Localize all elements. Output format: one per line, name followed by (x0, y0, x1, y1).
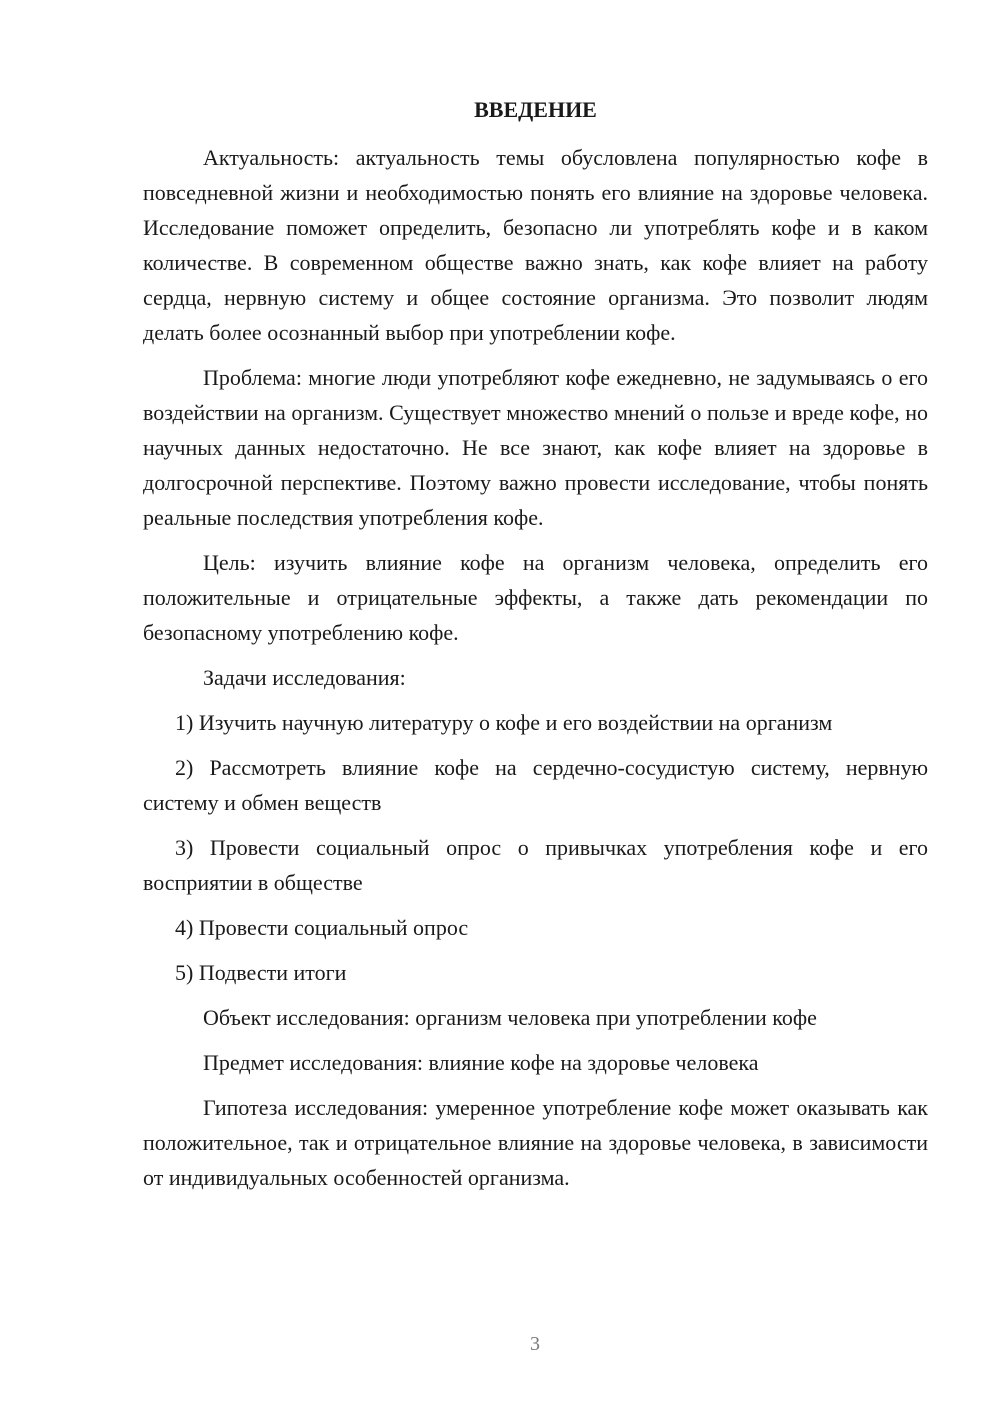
document-page (143, 92, 928, 1195)
page-number: 3 (530, 1333, 540, 1355)
hypothesis-paragraph: Гипотеза исследования: умеренное употребление кофе может оказывать как положительное, так и отрицательное влияние на здоровье человека, в зависимости от индивидуальных особенностей организма. (143, 1095, 928, 1190)
subject-paragraph: Предмет исследования: влияние кофе на здоровье человека (203, 1050, 759, 1075)
page-title: ВВЕДЕНИЕ (474, 97, 597, 122)
goal-paragraph: Цель: изучить влияние кофе на организм человека, определить его положительные и отрицательные эффекты, а также дать рекомендации по безопасному употреблению кофе. (143, 550, 928, 645)
relevance-paragraph: Актуальность: актуальность темы обусловлена популярностью кофе в повседневной жизни и необходимостью понять его влияние на здоровье человека. Исследование поможет определить, безопасно ли употреблять кофе и в каком количестве. В современном обществе важно знать, как кофе влияет на работу сердца, нервную систему и общее состояние организма. Это позволит людям делать более осознанный выбор при употреблении кофе. (143, 145, 928, 345)
task-item-3: 3) Провести социальный опрос о привычках употребления кофе и его восприятии в обществе (143, 835, 928, 895)
task-item-4: 4) Провести социальный опрос (175, 915, 469, 940)
problem-paragraph: Проблема: многие люди употребляют кофе ежедневно, не задумываясь о его воздействии на организм. Существует множество мнений о пользе и вреде кофе, но научных данных недостаточно. Не все знают, как кофе влияет на здоровье в долгосрочной перспективе. Поэтому важно провести исследование, чтобы понять реальные последствия употребления кофе. (143, 365, 928, 530)
task-item-2: 2) Рассмотреть влияние кофе на сердечно-сосудистую систему, нервную систему и обмен веществ (143, 755, 928, 815)
task-item-1: 1) Изучить научную литературу о кофе и его воздействии на организм (175, 710, 833, 735)
task-item-5: 5) Подвести итоги (175, 960, 347, 985)
tasks-heading: Задачи исследования: (203, 665, 406, 690)
object-paragraph: Объект исследования: организм человека при употреблении кофе (203, 1005, 817, 1030)
